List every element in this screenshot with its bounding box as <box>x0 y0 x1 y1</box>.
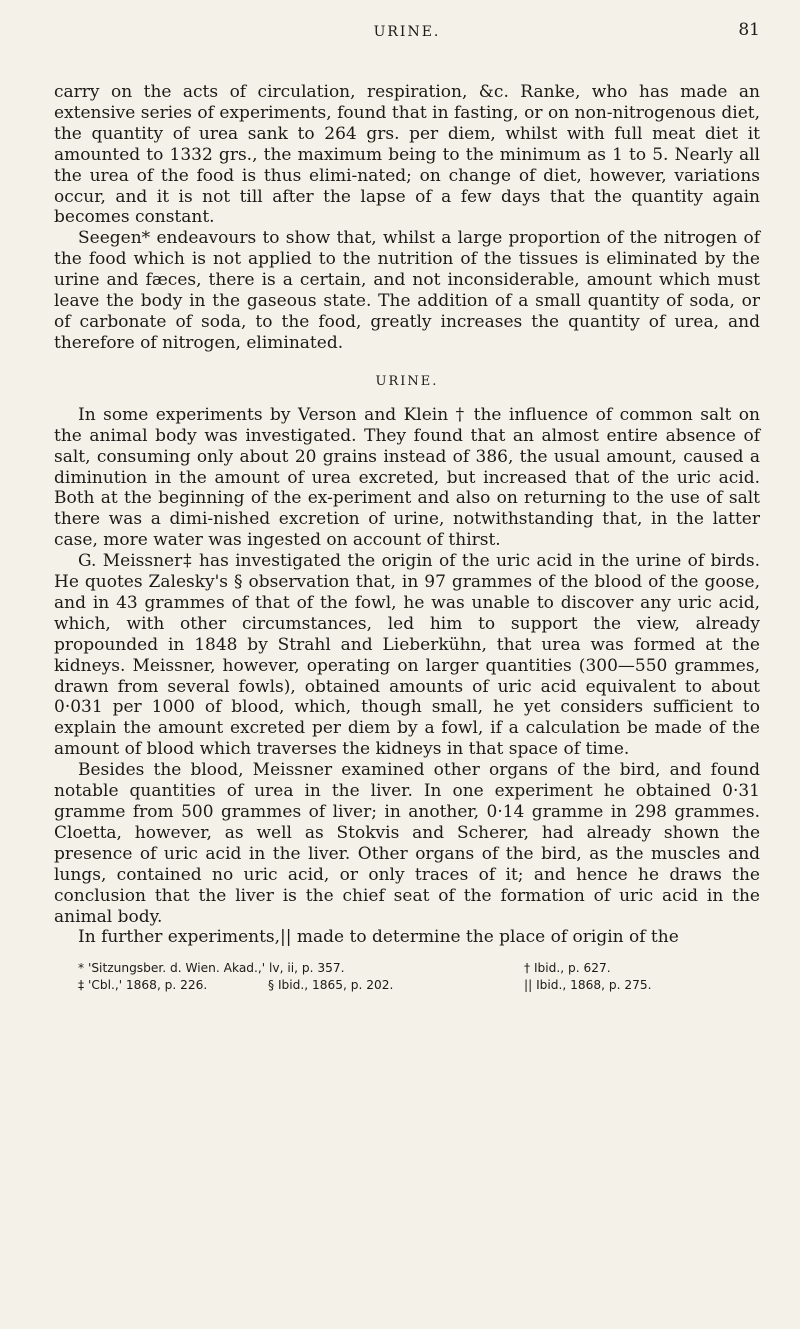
footnote-ibid-627: † Ibid., p. 627. <box>524 961 611 976</box>
book-page <box>54 14 760 994</box>
footnote-ibid-1868: || Ibid., 1868, p. 275. <box>524 978 652 993</box>
footnote-cbl: ‡ 'Cbl.,' 1868, p. 226. <box>78 978 208 993</box>
running-head <box>54 14 760 44</box>
paragraph-seegen: Seegen* endeavours to show that, whilst a large proportion of the nitrogen of the food which is not applied to the nutrition of the tissues is eliminated by the urine and fæces, there is a certain, and not inconsiderable, amount which must leave the body in the gaseous state. The addition of a small quantity of soda, or of carbonate of soda, to the food, greatly increases the quantity of urea, and therefore of nitrogen, eliminated. <box>54 228 760 353</box>
footnote-left-group <box>54 977 524 994</box>
footnote-row <box>54 960 760 977</box>
page-number: 81 <box>738 20 760 40</box>
footnote-sitzungsber: * 'Sitzungsber. d. Wien. Akad.,' lv, ii, p. 357. <box>78 961 345 976</box>
section-heading: URINE. <box>375 373 439 389</box>
footnote-row <box>54 977 760 994</box>
footnotes <box>54 960 760 994</box>
paragraph-verson-klein: In some experiments by Verson and Klein † the influence of common salt on the animal body was investigated. They found that an almost entire absence of salt, consuming only about 20 grains instead of 386, the usual amount, caused a diminution in the amount of urea excreted, but increased that of the uric acid. Both at the beginning of the ex-periment and also on returning to the use of salt there was a dimi-nished excretion of urine, notwithstanding that, in the latter case, more water was ingested on account of thirst. <box>54 404 760 551</box>
paragraph-besides-blood: Besides the blood, Meissner examined other organs of the bird, and found notable quantities of urea in the liver. In one experiment he obtained 0·31 gramme from 500 grammes of liver; in another, 0·14 gramme in 298 grammes. Cloetta, however, as well as Stokvis and Scherer, had already shown the presence of uric acid in the liver. Other organs of the bird, as the muscles and lungs, contained no uric acid, or only traces of it; and hence he draws the conclusion that the liver is the chief seat of the formation of uric acid in the animal body. <box>54 760 760 927</box>
paragraph-further-experiments: In further experiments,|| made to determine the place of origin of the <box>78 927 679 948</box>
paragraph-ranke: carry on the acts of circulation, respiration, &c. Ranke, who has made an extensive series of experiments, found that in fasting, or on non-nitrogenous diet, the quantity of urea sank to 264 grs. per diem, whilst with full meat diet it amounted to 1332 grs., the maximum being to the minimum as 1 to 5. Nearly all the urea of the food is thus elimi-nated; on change of diet, however, variations occur, and it is not till after the lapse of a few days that the quantity again becomes constant. <box>54 82 760 228</box>
footnote-ibid-1865: § Ibid., 1865, p. 202. <box>268 978 394 993</box>
paragraph-meissner: G. Meissner‡ has investigated the origin of the uric acid in the urine of birds. He quotes Zalesky's § observation that, in 97 grammes of the blood of the goose, and in 43 grammes of that of the fowl, he was unable to discover any uric acid, which, with other circumstances, led him to support the view, already propounded in 1848 by Strahl and Lieberkühn, that urea was formed at the kidneys. Meissner, however, operating on larger quantities (300—550 grammes, drawn from several fowls), obtained amounts of uric acid equivalent to about 0·031 per 1000 of blood, which, though small, he yet considers sufficient to explain the amount excreted per diem by a fowl, if a calculation be made of the amount of blood which traverses the kidneys in that space of time. <box>54 551 760 760</box>
running-title: URINE. <box>373 24 441 40</box>
